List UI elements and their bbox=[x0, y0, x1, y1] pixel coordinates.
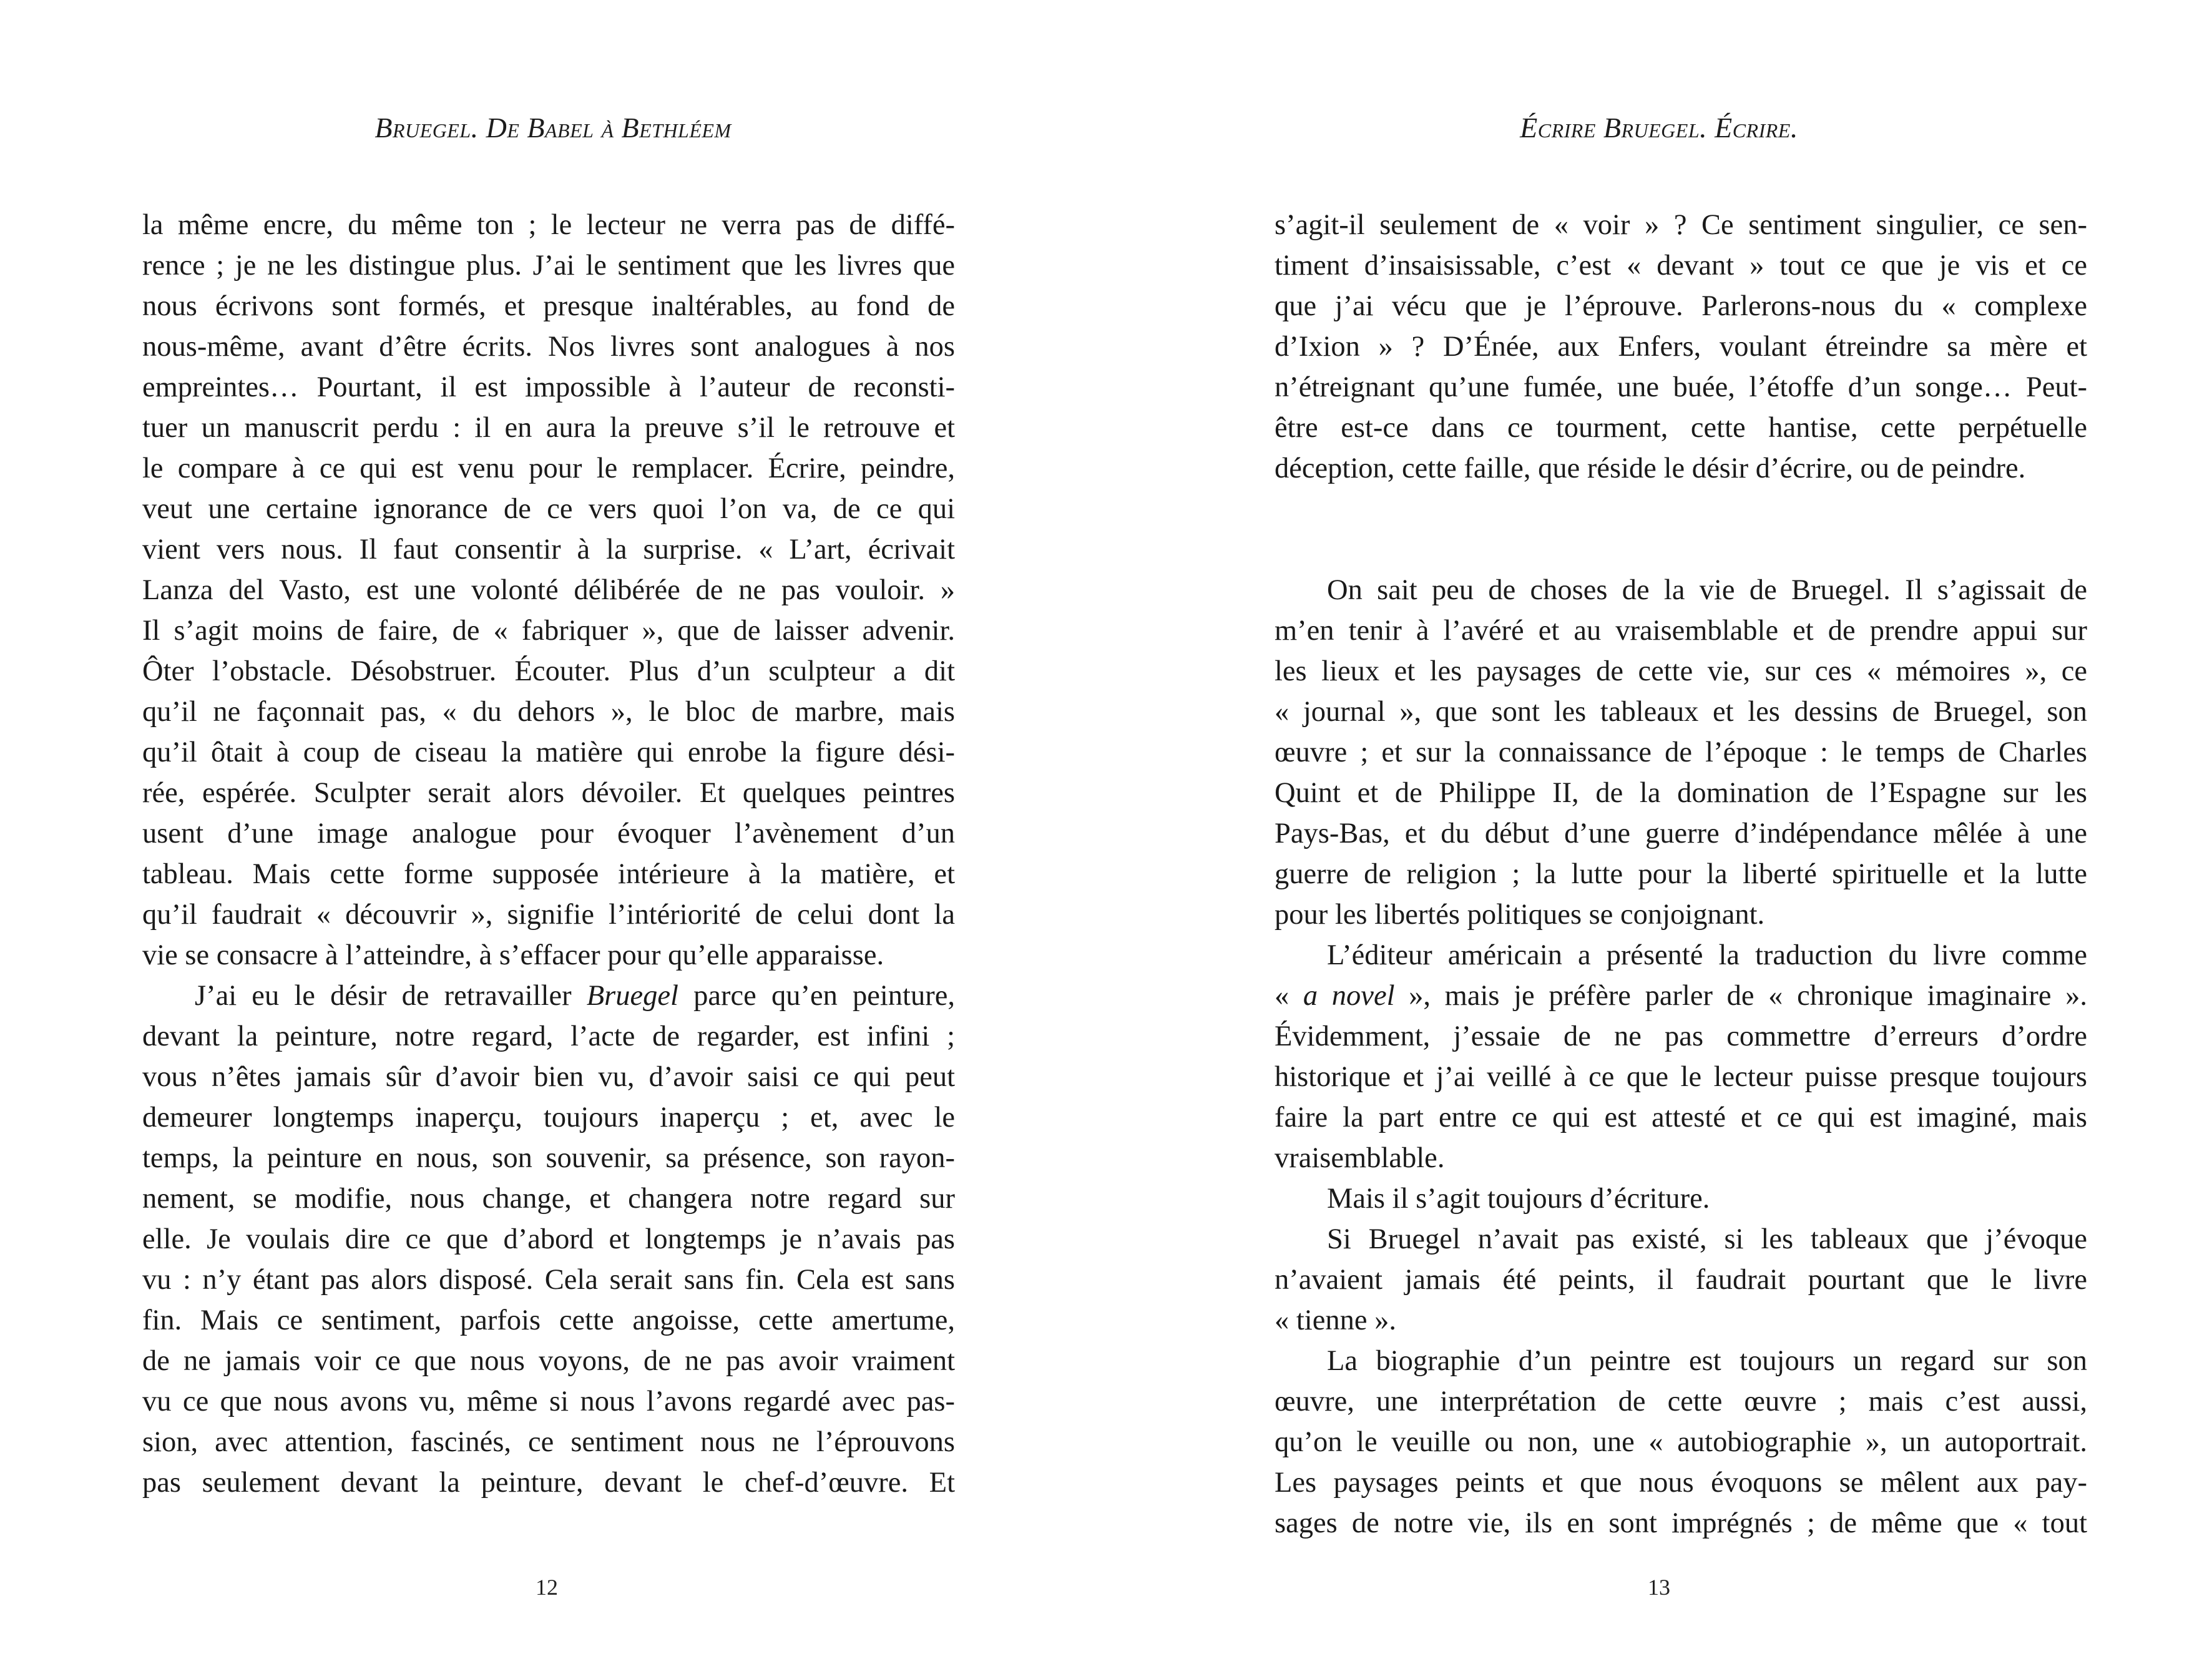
running-head-right: Écrire Bruegel. Écrire. bbox=[1520, 112, 1798, 144]
text-line: guerre de religion ; la lutte pour la liberté spirituelle et la lutte bbox=[1275, 858, 2087, 890]
running-head-left: Bruegel. De Babel à Bethléem bbox=[374, 112, 732, 144]
text-line: n’étreignant qu’une fumée, une buée, l’étoffe d’un songe… Peut- bbox=[1275, 371, 2087, 403]
text-line: les lieux et les paysages de cette vie, sur ces « mémoires », ce bbox=[1275, 655, 2087, 687]
text-line: demeurer longtemps inaperçu, toujours inaperçu ; et, avec le bbox=[142, 1102, 955, 1133]
text-line: empreintes… Pourtant, il est impossible à l’auteur de reconsti- bbox=[142, 371, 955, 403]
text-line: pour les libertés politiques se conjoignant. bbox=[1275, 899, 1765, 931]
right-page bbox=[1106, 0, 2212, 1659]
text-line: devant la peinture, notre regard, l’acte de regarder, est infini ; bbox=[142, 1020, 955, 1052]
text-line: vu ce que nous avons vu, même si nous l’avons regardé avec pas- bbox=[142, 1386, 955, 1417]
text-line: faire la part entre ce qui est attesté et ce qui est imaginé, mais bbox=[1275, 1102, 2087, 1133]
text-line: sages de notre vie, ils en sont imprégnés ; de même que « tout bbox=[1275, 1507, 2087, 1539]
text-line: temps, la peinture en nous, son souvenir, sa présence, son rayon- bbox=[142, 1142, 955, 1174]
text-line: vous n’êtes jamais sûr d’avoir bien vu, d’avoir saisi ce qui peut bbox=[142, 1061, 955, 1093]
text-line: historique et j’ai veillé à ce que le lecteur puisse presque toujours bbox=[1275, 1061, 2087, 1093]
text-line bbox=[1275, 529, 2087, 570]
text-line: veut une certaine ignorance de ce vers quoi l’on va, de ce qui bbox=[142, 493, 955, 525]
text-line: Pays-Bas, et du début d’une guerre d’indépendance mêlée à une bbox=[1275, 818, 2087, 849]
text-line: de ne jamais voir ce que nous voyons, de ne pas avoir vraiment bbox=[142, 1345, 955, 1377]
text-line: Quint et de Philippe II, de la domination de l’Espagne sur les bbox=[1275, 777, 2087, 809]
italic-title: a novel bbox=[1303, 980, 1395, 1012]
text-run: », mais je préfère parler de « chronique imaginaire ». bbox=[1394, 980, 2087, 1012]
text-line: vient vers nous. Il faut consentir à la surprise. « L’art, écrivait bbox=[142, 534, 955, 565]
text-line bbox=[1275, 489, 2087, 529]
text-line: d’Ixion » ? D’Énée, aux Enfers, voulant étreindre sa mère et bbox=[1275, 331, 2087, 363]
text-line: « journal », que sont les tableaux et les dessins de Bruegel, son bbox=[1275, 696, 2087, 728]
text-run: parce qu’en peinture, bbox=[678, 980, 955, 1012]
text-line: Mais il s’agit toujours d’écriture. bbox=[1327, 1183, 1710, 1215]
text-run: J’ai eu le désir de retravailler bbox=[195, 980, 587, 1012]
text-line: n’avaient jamais été peints, il faudrait pourtant que le livre bbox=[1275, 1264, 2087, 1296]
text-line: nous-même, avant d’être écrits. Nos livres sont analogues à nos bbox=[142, 331, 955, 363]
text-line: L’éditeur américain a présenté la traduction du livre comme bbox=[1327, 939, 2087, 971]
text-line: fin. Mais ce sentiment, parfois cette angoisse, cette amertume, bbox=[142, 1304, 955, 1336]
text-line: Lanza del Vasto, est une volonté délibérée de ne pas vouloir. » bbox=[142, 574, 955, 606]
text-line: Si Bruegel n’avait pas existé, si les tableaux que j’évoque bbox=[1327, 1223, 2087, 1255]
text-line: qu’il ne façonnait pas, « du dehors », le bloc de marbre, mais bbox=[142, 696, 955, 728]
italic-title: Bruegel bbox=[586, 980, 678, 1012]
text-line: qu’il faudrait « découvrir », signifie l’intériorité de celui dont la bbox=[142, 899, 955, 931]
text-line: sion, avec attention, fascinés, ce sentiment nous ne l’éprouvons bbox=[142, 1426, 955, 1458]
text-line: tableau. Mais cette forme supposée intérieure à la matière, et bbox=[142, 858, 955, 890]
text-line: nement, se modifie, nous change, et changera notre regard sur bbox=[142, 1183, 955, 1215]
text-run: « bbox=[1275, 980, 1303, 1012]
text-line: nous écrivons sont formés, et presque inaltérables, au fond de bbox=[142, 290, 955, 322]
text-line: vie se consacre à l’atteindre, à s’effacer pour qu’elle apparaisse. bbox=[142, 939, 884, 971]
text-line: être est-ce dans ce tourment, cette hantise, cette perpétuelle bbox=[1275, 412, 2087, 444]
body-text-left bbox=[142, 205, 955, 1503]
text-line: Les paysages peints et que nous évoquons se mêlent aux pay- bbox=[1275, 1467, 2087, 1499]
text-line: œuvre ; et sur la connaissance de l’époque : le temps de Charles bbox=[1275, 737, 2087, 768]
text-line: qu’il ôtait à coup de ciseau la matière qui enrobe la figure dési- bbox=[142, 737, 955, 768]
text-line: tuer un manuscrit perdu : il en aura la preuve s’il le retrouve et bbox=[142, 412, 955, 444]
text-line: Évidemment, j’essaie de ne pas commettre d’erreurs d’ordre bbox=[1275, 1020, 2087, 1052]
text-line: œuvre, une interprétation de cette œuvre ; mais c’est aussi, bbox=[1275, 1386, 2087, 1417]
text-line: usent d’une image analogue pour évoquer l’avènement d’un bbox=[142, 818, 955, 849]
text-line: timent d’insaisissable, c’est « devant » tout ce que je vis et ce bbox=[1275, 250, 2087, 281]
text-line: vraisemblable. bbox=[1275, 1142, 1445, 1174]
text-line: déception, cette faille, que réside le désir d’écrire, ou de peindre. bbox=[1275, 453, 2026, 484]
text-line: rée, espérée. Sculpter serait alors dévoiler. Et quelques peintres bbox=[142, 777, 955, 809]
text-line: On sait peu de choses de la vie de Bruegel. Il s’agissait de bbox=[1327, 574, 2087, 606]
text-line: s’agit-il seulement de « voir » ? Ce sentiment singulier, ce sen- bbox=[1275, 209, 2087, 241]
text-line: rence ; je ne les distingue plus. J’ai le sentiment que les livres que bbox=[142, 250, 955, 281]
text-line: la même encre, du même ton ; le lecteur ne verra pas de diffé- bbox=[142, 209, 955, 241]
text-line: que j’ai vécu que je l’éprouve. Parlerons-nous du « complexe bbox=[1275, 290, 2087, 322]
text-line: elle. Je voulais dire ce que d’abord et longtemps je n’avais pas bbox=[142, 1223, 955, 1255]
text-line: qu’on le veuille ou non, une « autobiographie », un autoportrait. bbox=[1275, 1426, 2087, 1458]
text-line: Ôter l’obstacle. Désobstruer. Écouter. Plus d’un sculpteur a dit bbox=[142, 655, 955, 687]
text-line bbox=[1275, 976, 2087, 1016]
text-line: La biographie d’un peintre est toujours un regard sur son bbox=[1327, 1345, 2087, 1377]
text-line: vu : n’y étant pas alors disposé. Cela serait sans fin. Cela est sans bbox=[142, 1264, 955, 1296]
text-line bbox=[142, 976, 955, 1016]
text-line: « tienne ». bbox=[1275, 1304, 1396, 1336]
page-number-right: 13 bbox=[1648, 1575, 1670, 1600]
text-line: Il s’agit moins de faire, de « fabriquer », que de laisser advenir. bbox=[142, 615, 955, 647]
body-text-right bbox=[1275, 205, 2087, 1544]
text-line: m’en tenir à l’avéré et au vraisemblable et de prendre appui sur bbox=[1275, 615, 2087, 647]
text-line: le compare à ce qui est venu pour le remplacer. Écrire, peindre, bbox=[142, 453, 955, 484]
page-number-left: 12 bbox=[536, 1575, 558, 1600]
text-line: pas seulement devant la peinture, devant le chef-d’œuvre. Et bbox=[142, 1467, 955, 1499]
